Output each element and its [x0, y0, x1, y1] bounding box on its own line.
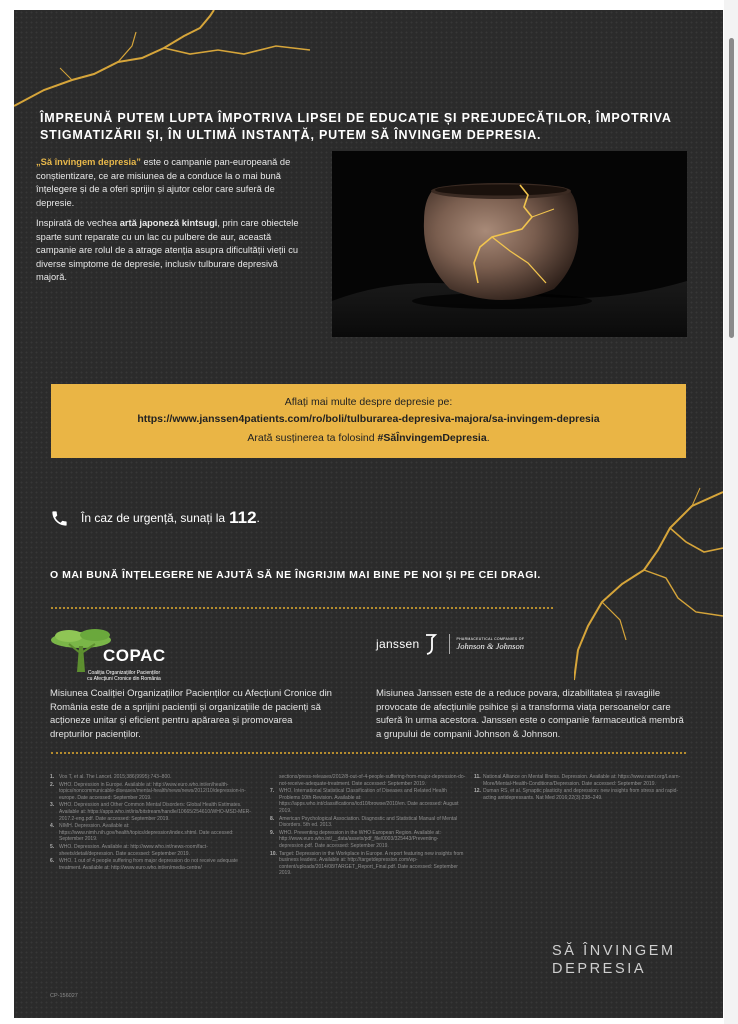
jnj-logo: Johnson & Johnson — [456, 641, 524, 651]
document-code: CP-156027 — [50, 993, 78, 999]
emergency-notice — [50, 508, 260, 528]
reference-text: sections/press-releases/2012/8-out-of-4-people-suffering-from-major-depression-do-not-receive-adequate-treatment. Date accessed: September 2019. — [279, 774, 466, 787]
campaign-url-link[interactable]: https://www.janssen4patients.com/ro/boli/tulburarea-depresiva-majora/sa-invingem-depresia — [137, 413, 600, 425]
brand-line-2: DEPRESIA — [552, 961, 647, 977]
reference-number: 11. — [474, 774, 481, 780]
reference-item — [474, 788, 688, 801]
references-column-2 — [270, 774, 466, 878]
gold-crack-right — [574, 480, 723, 690]
reference-number: 6. — [50, 858, 55, 865]
reference-item — [50, 823, 258, 843]
reference-text: WHO. Depression in Europe. Available at: http://www.euro.who.int/en/health-topics/noncommunicable-diseases/mental-health/news/news/2012/10/depression-in-europe. Date accessed: September 2019. — [59, 781, 246, 801]
scrollbar-thumb[interactable] — [729, 38, 734, 338]
reference-number: 2. — [50, 781, 55, 788]
intro-paragraph-2 — [36, 217, 308, 285]
kintsugi-bowl-illustration — [332, 151, 687, 337]
copac-logo — [49, 624, 166, 684]
gold-crack-top-left — [14, 10, 314, 110]
reference-item — [50, 774, 258, 781]
reference-item — [270, 816, 466, 829]
reference-text: Target: Depression in the Workplace in Europe. A report featuring new insights from business leaders. Available at: http://targetdepression.com/wp-content/uploads/2014/08/TARGET_Report_Final.pdf. Date accessed: September 2019. — [279, 850, 464, 877]
janssen-mark-icon — [423, 632, 439, 656]
intro-paragraph-1-text: este o campanie pan-europeană de conștientizare, ce are misiunea de a conduce la o mai bună înțelegere și de a oferi sprijin și ajutor celor care suferă de depresie. — [36, 157, 291, 208]
copac-logo-subtitle — [79, 670, 169, 682]
reference-text: National Alliance on Mental Illness. Depression. Available at: https://www.nami.org/Learn-More/Mental-Health-Conditions/Depression. Date accessed: September 2019. — [483, 774, 681, 787]
reference-text: WHO. Depression and Other Common Mental Disorders: Global Health Estimates. Available at: https://apps.who.int/iris/bitstream/handle/10665/254610/WHO-MSD-MER-2017.2-eng.pdf. Date accessed: September 2019. — [59, 802, 251, 822]
intro-paragraph-1 — [36, 156, 308, 210]
reference-item — [270, 788, 466, 814]
emergency-text: În caz de urgență, sunați la — [81, 511, 226, 525]
janssen-logo-separator — [449, 634, 450, 654]
reference-text: NIMH. Depression. Available at: https://www.nimh.nih.gov/health/topics/depression/index.shtml. Date accessed: September 2019. — [59, 823, 234, 843]
campaign-brand-mark — [552, 942, 676, 978]
reference-item — [50, 858, 258, 871]
janssen-mission-text: Misiunea Janssen este de a reduce povara, dizabilitatea și ravagiile provocate de afecțiunile psihice și a transforma viața persoanelor care suferă în urma acestora. Janssen este o companie farmaceutică membră a grupului de companii Johnson & Johnson. — [376, 688, 684, 740]
banner-line-3-end: . — [486, 432, 490, 444]
copac-mission-text: Misiunea Coaliției Organizațiilor Pacienților cu Afecțiuni Cronice din România este de a sprijini pacienții și organizațiile de pacienți să acționeze unitar și eficient pentru apărarea și promovarea drepturilor pacienților. — [50, 688, 332, 740]
info-banner — [51, 384, 686, 458]
phone-icon — [50, 509, 69, 528]
reference-item — [50, 782, 258, 802]
reference-item — [270, 774, 466, 787]
janssen-logo — [376, 632, 524, 656]
reference-text: WHO. Depression. Available at: http://www.who.int/news-room/fact-sheets/detail/depression. Date accessed: September 2019. — [59, 843, 208, 857]
janssen-logo-name: janssen — [376, 637, 420, 651]
janssen-jnj-block — [456, 637, 524, 651]
emergency-suffix: . — [256, 511, 260, 525]
references-column-1 — [50, 774, 258, 872]
reference-item — [50, 802, 258, 822]
page-scrollbar[interactable] — [724, 0, 738, 1024]
copac-logo-sub1: Coaliția Organizațiilor Pacienților — [87, 670, 161, 676]
campaign-poster — [14, 10, 723, 1018]
brand-line-1: SĂ ÎNVINGEM — [552, 943, 676, 959]
reference-text: WHO. International Statistical Classification of Diseases and Related Health Problems 10th Revision. Available at: https://apps.who.int/classifications/icd10/browse/2010/en. Date accessed: August 2019. — [279, 788, 459, 814]
copac-logo-sub2: cu Afecțiuni Cronice din România — [87, 676, 161, 682]
reference-number: 4. — [50, 823, 55, 830]
reference-text: WHO. Preventing depression in the WHO European Region. Available at: http://www.euro.who.int/__data/assets/pdf_file/0003/325443/Preventing-depression.pdf. Date accessed: September 2019. — [279, 829, 441, 849]
references-column-3 — [474, 774, 688, 802]
intro-text — [36, 156, 308, 292]
reference-number: 12. — [474, 788, 481, 795]
intro-paragraph-2-rest: , prin care obiectele sparte sunt reparate cu un lac cu pulbere de aur, această campanie are rolul de a atrage atenția asupra dificultății vieții cu diverse simptome de depresie, inclusiv tulburare depresivă majoră. — [36, 218, 299, 282]
headline: ÎMPREUNĂ PUTEM LUPTA ÎMPOTRIVA LIPSEI DE EDUCAȚIE ȘI PREJUDECĂȚILOR, ÎMPOTRIVA STIGMATIZĂRII ȘI, ÎN ULTIMĂ INSTANȚĂ, PUTEM SĂ ÎNVINGEM DEPRESIA. — [40, 111, 672, 142]
campaign-hashtag: #SăÎnvingemDepresia — [377, 432, 487, 444]
emergency-number[interactable]: 112 — [229, 508, 257, 527]
reference-item — [474, 774, 688, 787]
reference-item — [270, 830, 466, 850]
reference-number: 7. — [270, 788, 275, 795]
reference-item — [270, 851, 466, 877]
reference-text: Duman RS, et al. Synaptic plasticity and depression: new insights from stress and rapid-acting antidepressants. Nat Med 2016;22(3):238–249. — [483, 788, 679, 801]
banner-support-text: Arată susținerea ta folosind — [247, 432, 378, 444]
banner-line-1: Aflați mai multe despre depresie pe: — [284, 396, 453, 408]
reference-number: 9. — [270, 829, 275, 836]
reference-text: American Psychological Association. Diagnostic and Statistical Manual of Mental Disorders. 5th ed. 2013. — [279, 815, 458, 829]
copac-logo-name: COPAC — [103, 646, 166, 665]
tagline: O MAI BUNĂ ÎNȚELEGERE NE AJUTĂ SĂ NE ÎNGRIJIM MAI BINE PE NOI ȘI PE CEI DRAGI. — [50, 569, 541, 581]
intro-paragraph-2-start: Inspirată de vechea — [36, 218, 120, 228]
campaign-name: „Să învingem depresia” — [36, 157, 141, 167]
reference-text: WHO. 1 out of 4 people suffering from major depression do not receive adequate treatment. Available at: http://www.euro.who.int/en/media-centre/ — [59, 858, 238, 871]
reference-number: 5. — [50, 843, 55, 850]
reference-item — [50, 844, 258, 857]
banner-line-3 — [51, 432, 686, 444]
kintsugi-bowl-photo — [332, 151, 687, 337]
dotted-divider-1 — [51, 607, 553, 609]
dotted-divider-2 — [51, 752, 686, 754]
reference-number: 8. — [270, 815, 275, 822]
reference-number: 1. — [50, 774, 55, 780]
kintsugi-term: artă japoneză kintsugi — [119, 218, 218, 228]
reference-text: Vos T, et al. The Lancet. 2015;386(9995):743–800. — [59, 774, 172, 780]
janssen-logo-small: PHARMACEUTICAL COMPANIES OF — [456, 637, 525, 641]
reference-number: 10. — [270, 850, 277, 857]
reference-number: 3. — [50, 802, 55, 809]
